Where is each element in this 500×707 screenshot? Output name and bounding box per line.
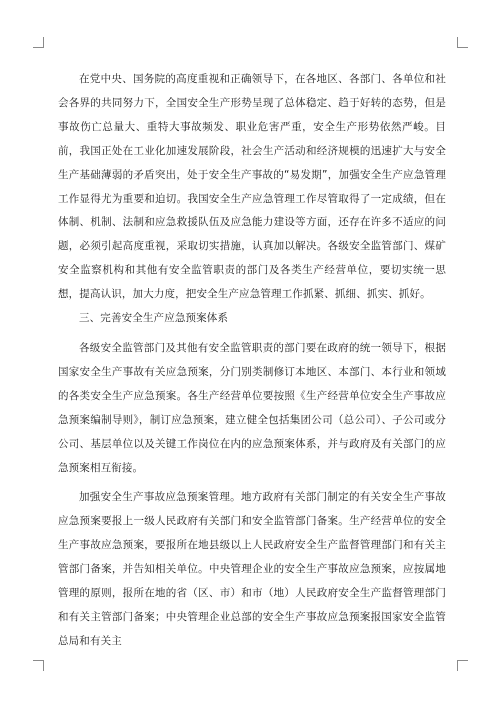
paragraph-plan-system: 各级安全监管部门及其他有安全监管职责的部门要在政府的统一领导下，根据国家安全生产事故有关应急预案，分门别类制修订本地区、本部门、本行业和领域的各类安全生产应急预案。各生产经营单位要按照《生产经营单位安全生产事故应急预案编制导则》，制订应急预案，建立健全包括集团公司（总公司）、子公司或分公司、基层单位以及关键工作岗位在内的应急预案体系，并与政府及有关部门的应急预案相互衔接。 bbox=[58, 341, 446, 474]
paragraph-plan-management: 加强安全生产事故应急预案管理。地方政府有关部门制定的有关安全生产事故应急预案要报上一级人民政府有关部门和安全监管部门备案。生产经营单位的安全生产事故应急预案，要报所在地县级以上人民政府安全生产监督管理部门和有关主管部门备案，并告知相关单位。中央管理企业的安全生产事故应急预案，应按属地管理的原则，报所在地的省（区、市）和市（地）人民政府安全生产监督管理部门和有关主管部门备案；中央管理企业总部的安全生产事故应急预案报国家安全监管总局和有关主 bbox=[58, 491, 446, 647]
crop-mark-top-left bbox=[33, 37, 44, 48]
document-body bbox=[58, 68, 446, 654]
crop-mark-bottom-right bbox=[457, 660, 468, 671]
crop-mark-top-right bbox=[457, 37, 468, 48]
paragraph-intro: 在党中央、国务院的高度重视和正确领导下，在各地区、各部门、各单位和社会各界的共同努力下，全国安全生产形势呈现了总体稳定、趋于好转的态势，但是事故伤亡总量大、重特大事故频发、职业危害严重，安全生产形势依然严峻。目前，我国正处在工业化加速发展阶段，社会生产活动和经济规模的迅速扩大与安全生产基础薄弱的矛盾突出，处于安全生产事故的“易发期”，加强安全生产应急管理工作显得尤为重要和迫切。我国安全生产应急管理工作尽管取得了一定成绩，但在体制、机制、法制和应急救援队伍及应急能力建设等方面，还存在许多不适应的问题，必须引起高度重视，采取切实措施，认真加以解决。各级安全监管部门、煤矿安全监察机构和其他有安全监管职责的部门及各类生产经营单位，要切实统一思想，提高认识，加大力度，把安全生产应急管理工作抓紧、抓细、抓实、抓好。 bbox=[58, 73, 446, 301]
crop-mark-bottom-left bbox=[33, 660, 44, 671]
section-heading: 三、完善安全生产应急预案体系 bbox=[79, 312, 229, 325]
